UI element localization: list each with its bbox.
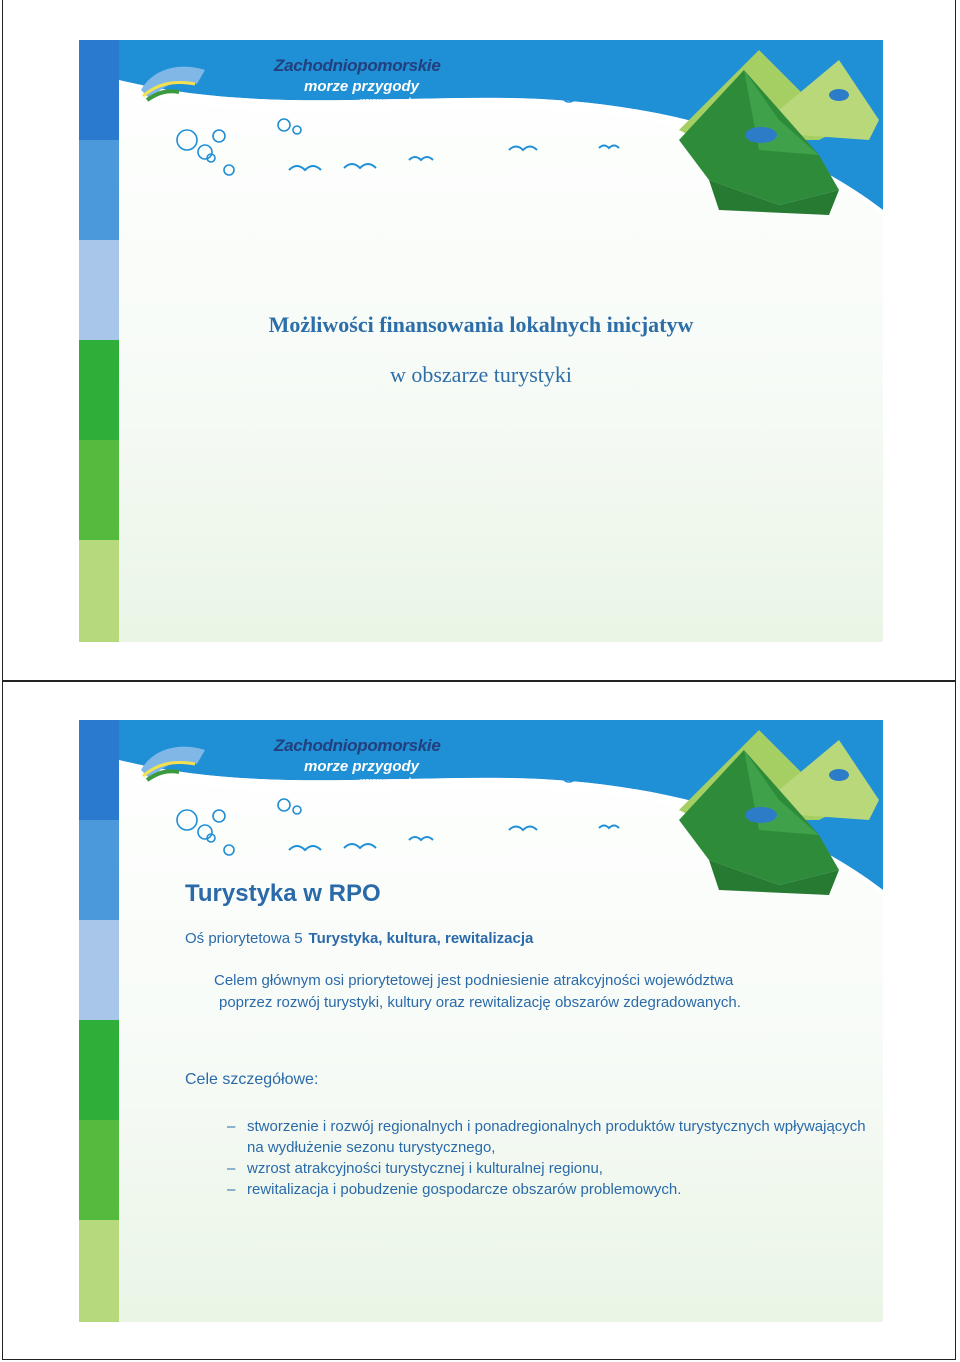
axis-name: Turystyka, kultura, rewitalizacja xyxy=(308,930,534,947)
list-item xyxy=(227,1179,877,1200)
logo-name: Zachodniopomorskie xyxy=(274,736,441,755)
slide-1 xyxy=(79,40,883,642)
logo-emblem-icon xyxy=(137,60,209,104)
slide-title-line-1: Możliwości finansowania lokalnych inicjatyw xyxy=(268,312,694,337)
specific-goals-heading: Cele szczegółowe: xyxy=(185,1071,319,1088)
list-item xyxy=(227,1158,877,1179)
specific-goals-list xyxy=(227,1116,877,1200)
axis-prefix: Oś priorytetowa 5 xyxy=(185,930,303,947)
list-item xyxy=(227,1116,877,1158)
logo-url: www.wzp.pl xyxy=(360,96,411,106)
logo-tagline: morze przygody xyxy=(304,758,420,775)
logo-emblem-icon xyxy=(137,740,209,784)
goal-line-1: Celem głównym osi priorytetowej jest podniesienie atrakcyjności województwa xyxy=(214,972,734,989)
dash-bullet: – xyxy=(227,1160,236,1177)
slide-2 xyxy=(79,720,883,1322)
logo xyxy=(274,736,441,786)
list-item-text: stworzenie i rozwój regionalnych i ponadregionalnych produktów turystycznych wpływających na wydłużenie sezonu turystycznego, xyxy=(247,1118,866,1156)
logo xyxy=(274,56,441,106)
goal-line-2: poprzez rozwój turystyki, kultury oraz rewitalizację obszarów zdegradowanych. xyxy=(219,994,741,1011)
logo-tagline: morze przygody xyxy=(304,78,420,95)
logo-name: Zachodniopomorskie xyxy=(274,56,441,75)
dash-bullet: – xyxy=(227,1118,236,1135)
list-item-text: wzrost atrakcyjności turystycznej i kulturalnej regionu, xyxy=(247,1160,603,1177)
slide-heading: Turystyka w RPO xyxy=(185,880,381,907)
main-goal-paragraph xyxy=(214,970,854,1014)
dash-bullet: – xyxy=(227,1181,236,1198)
slide-title-line-2: w obszarze turystyki xyxy=(389,362,573,387)
priority-axis-line xyxy=(185,930,533,947)
list-item-text: rewitalizacja i pobudzenie gospodarcze obszarów problemowych. xyxy=(247,1181,682,1198)
logo-url: www.wzp.pl xyxy=(360,776,411,786)
